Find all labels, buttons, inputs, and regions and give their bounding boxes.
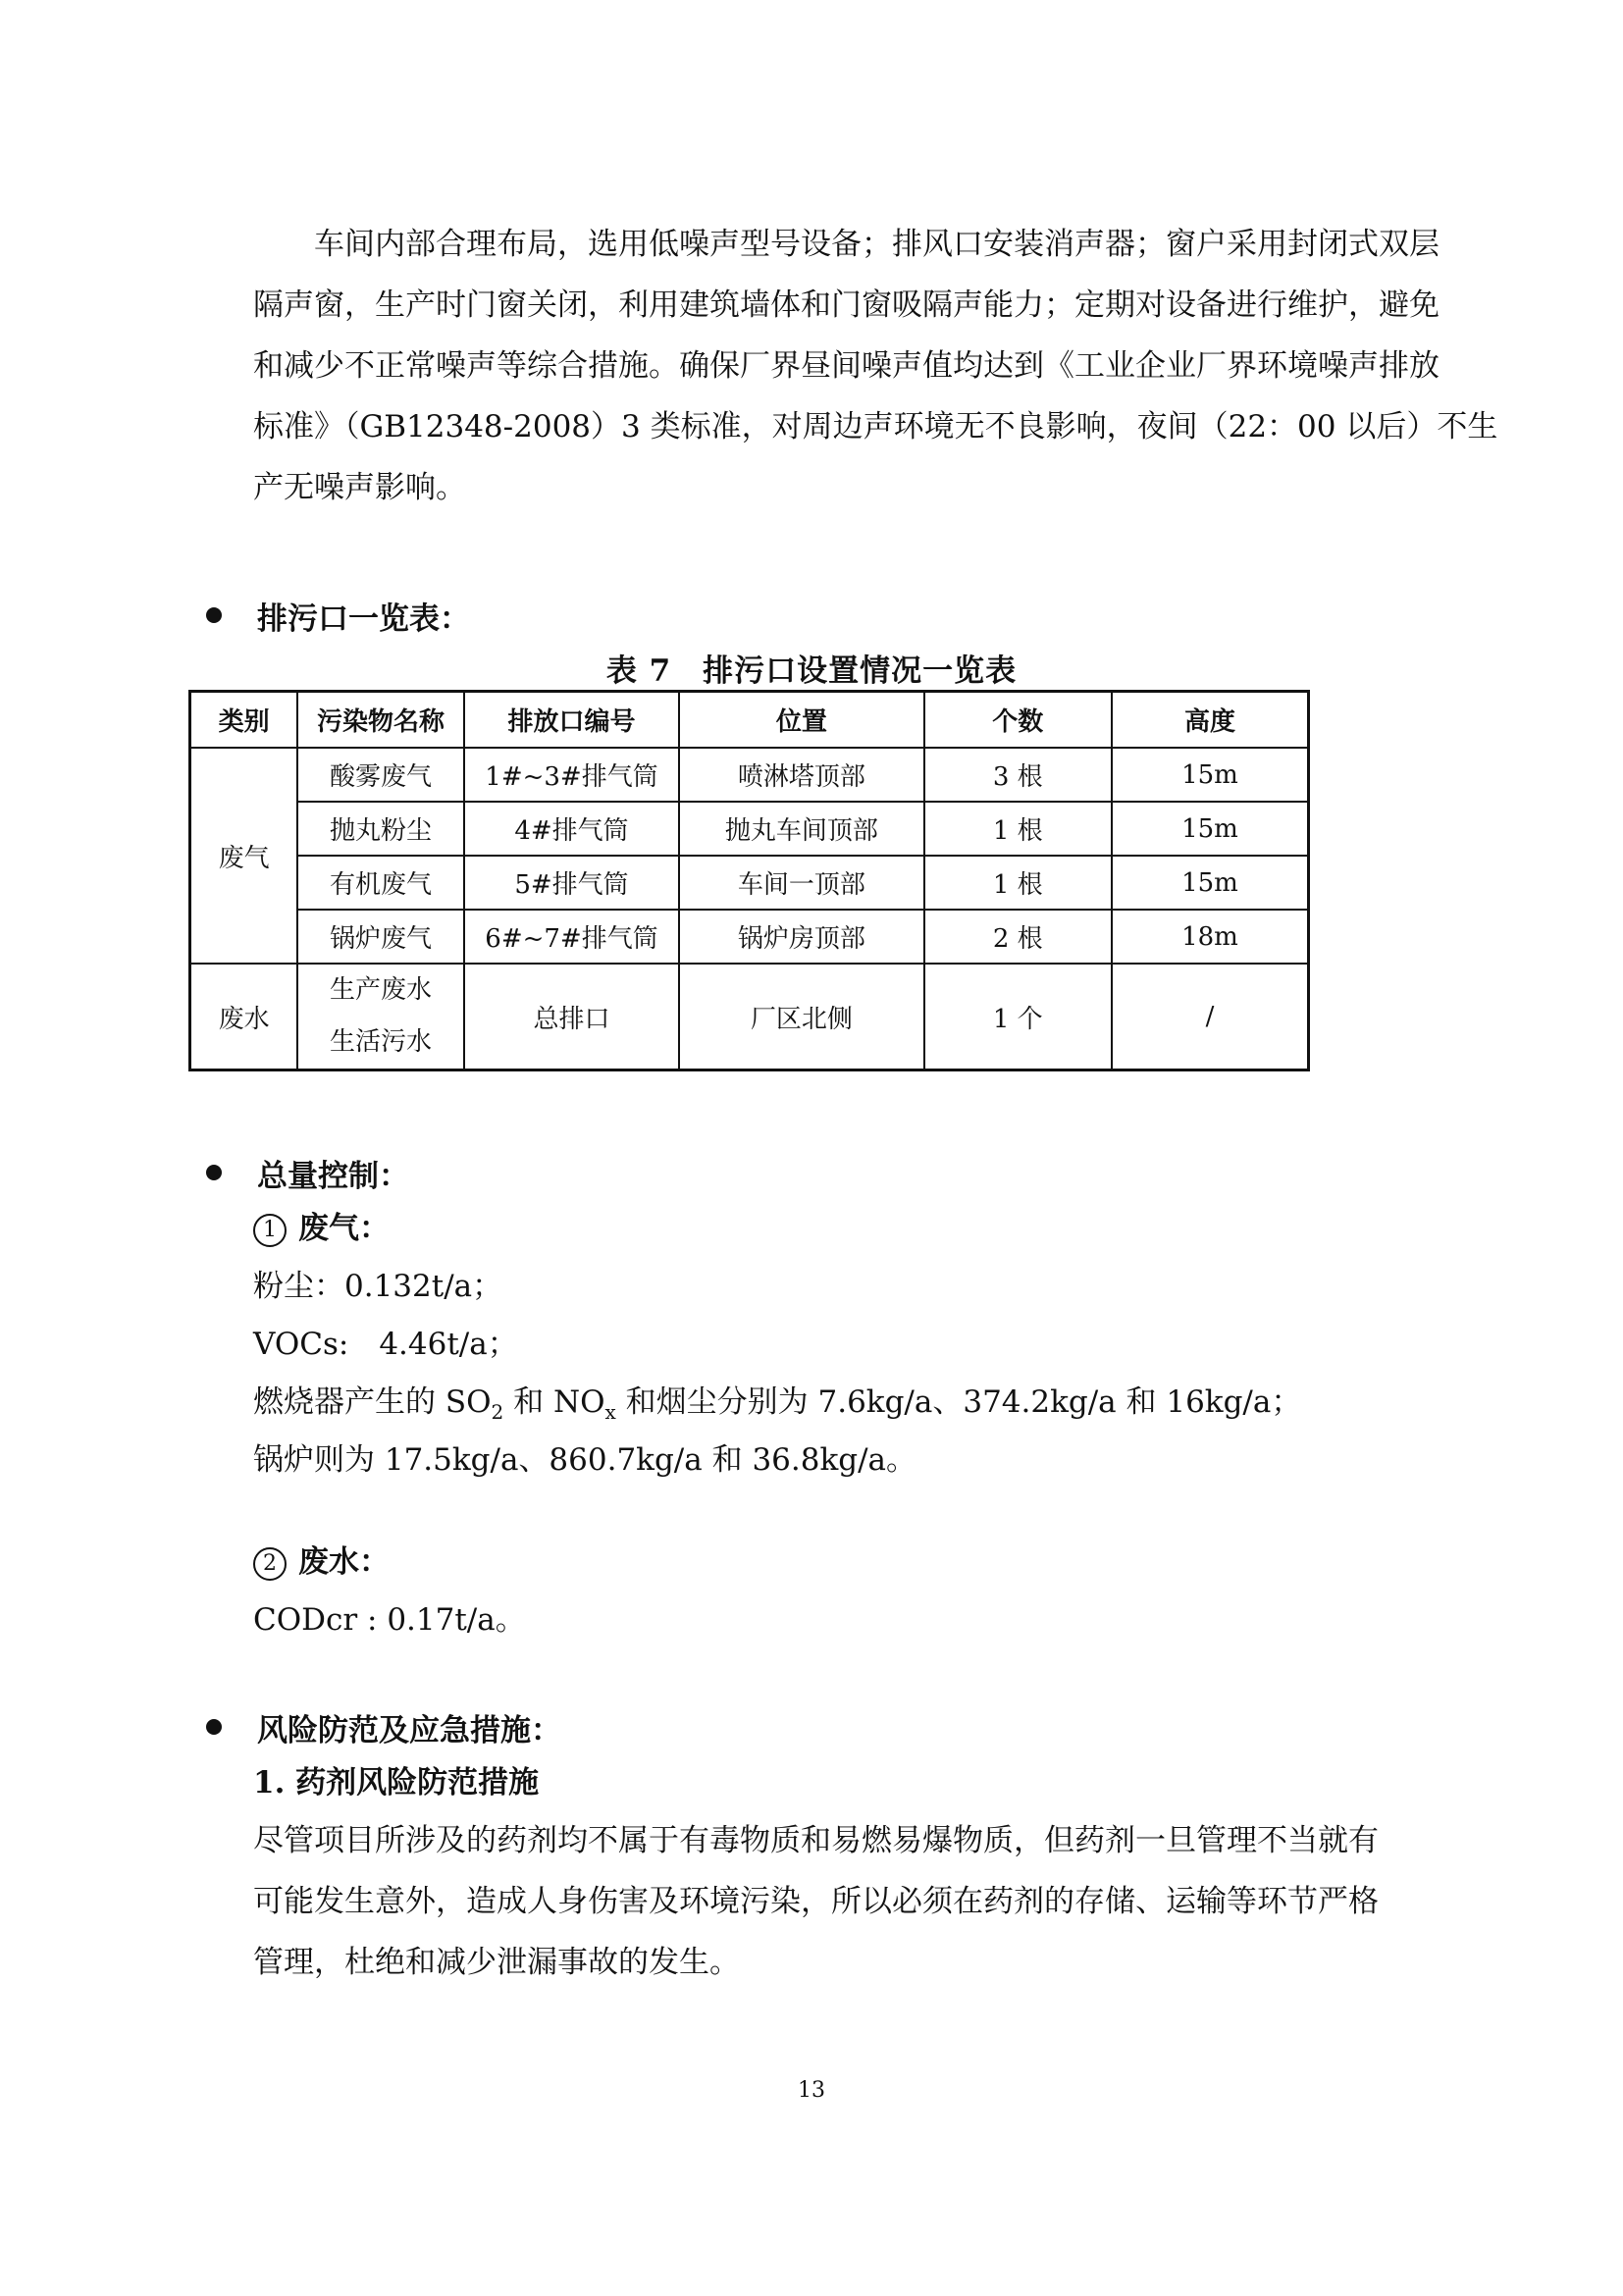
gas-title: 废气： — [298, 1211, 390, 1246]
so2-subscript: 2 — [491, 1400, 504, 1425]
gas-subheading — [253, 1205, 390, 1252]
cod-line: CODcr : 0.17t/a。 — [253, 1602, 526, 1638]
height-cell: 15m — [1112, 856, 1309, 910]
pollutant-cell: 抛丸粉尘 — [297, 802, 464, 856]
circled-number-1: 1 — [253, 1214, 287, 1247]
pollutant-line: 生活污水 — [329, 1027, 432, 1057]
nox-subscript: x — [604, 1400, 616, 1425]
burner-text: 和烟尘分别为 7.6kg/a、374.2kg/a 和 16kg/a； — [615, 1384, 1302, 1420]
burner-text: 燃烧器产生的 SO — [253, 1384, 492, 1420]
table-row — [190, 856, 1309, 910]
category-cell: 废水 — [190, 964, 298, 1070]
count-cell: 2 根 — [924, 910, 1112, 964]
dust-line: 粉尘：0.132t/a； — [253, 1269, 503, 1304]
table-caption: 表 7 排污口设置情况一览表 — [605, 653, 1018, 689]
outlet-list-heading — [206, 592, 470, 639]
height-cell: 15m — [1112, 802, 1309, 856]
table-row — [190, 802, 1309, 856]
height-cell: 18m — [1112, 910, 1309, 964]
total-control-heading-text: 总量控制： — [257, 1158, 409, 1194]
location-cell: 抛丸车间顶部 — [679, 802, 923, 856]
total-control-heading — [206, 1149, 409, 1196]
outlet-cell: 6#~7#排气筒 — [464, 910, 680, 964]
count-cell: 1 个 — [924, 964, 1112, 1070]
paragraph-line: 可能发生意外，造成人身伤害及环境污染，所以必须在药剂的存储、运输等环节严格 — [253, 1884, 1379, 1919]
column-header: 排放口编号 — [464, 692, 680, 749]
outlet-cell: 总排口 — [464, 964, 680, 1070]
risk-subheading: 1. 药剂风险防范措施 — [253, 1765, 540, 1800]
paragraph-line: 和减少不正常噪声等综合措施。确保厂界昼间噪声值均达到《工业企业厂界环境噪声排放 — [253, 348, 1440, 384]
paragraph-line: 管理，杜绝和减少泄漏事故的发生。 — [253, 1945, 740, 1980]
location-cell: 车间一顶部 — [679, 856, 923, 910]
pollutant-cell: 锅炉废气 — [297, 910, 464, 964]
location-cell: 锅炉房顶部 — [679, 910, 923, 964]
table-row — [190, 964, 1309, 1070]
water-subheading — [253, 1539, 390, 1586]
risk-paragraph — [253, 1810, 1431, 1993]
paragraph-line: 车间内部合理布局，选用低噪声型号设备；排风口安装消声器；窗户采用封闭式双层 — [314, 227, 1440, 262]
height-cell: / — [1112, 964, 1309, 1070]
paragraph-line: 尽管项目所涉及的药剂均不属于有毒物质和易燃易爆物质，但药剂一旦管理不当就有 — [253, 1823, 1379, 1858]
paragraph-line: 隔声窗，生产时门窗关闭，利用建筑墙体和门窗吸隔声能力；定期对设备进行维护，避免 — [253, 287, 1440, 323]
outlet-table — [188, 690, 1310, 1071]
water-title: 废水： — [298, 1544, 390, 1580]
column-header: 污染物名称 — [297, 692, 464, 749]
pollutant-cell — [297, 964, 464, 1070]
height-cell: 15m — [1112, 748, 1309, 802]
risk-heading — [206, 1703, 561, 1750]
outlet-cell: 5#排气筒 — [464, 856, 680, 910]
outlet-cell: 1#~3#排气筒 — [464, 748, 680, 802]
column-header: 高度 — [1112, 692, 1309, 749]
outlet-list-heading-text: 排污口一览表： — [257, 600, 470, 637]
table-row — [190, 910, 1309, 964]
risk-heading-text: 风险防范及应急措施： — [257, 1712, 561, 1748]
bullet-icon — [206, 1719, 222, 1735]
pollutant-cell: 有机废气 — [297, 856, 464, 910]
boiler-emissions-line: 锅炉则为 17.5kg/a、860.7kg/a 和 36.8kg/a。 — [253, 1442, 917, 1478]
bullet-icon — [206, 1165, 222, 1180]
vocs-line: VOCs: 4.46t/a； — [253, 1327, 518, 1362]
column-header: 位置 — [679, 692, 923, 749]
count-cell: 1 根 — [924, 802, 1112, 856]
page-number: 13 — [798, 2078, 825, 2103]
column-header: 类别 — [190, 692, 298, 749]
table-header-row — [190, 692, 1309, 749]
table-row — [190, 748, 1309, 802]
count-cell: 3 根 — [924, 748, 1112, 802]
burner-emissions-line — [253, 1379, 1301, 1426]
pollutant-line: 生产废水 — [329, 975, 432, 1005]
noise-measures-paragraph — [253, 214, 1498, 518]
paragraph-line: 标准》（GB12348-2008）3 类标准，对周边声环境无不良影响，夜间（22：00 以后）不生 — [253, 409, 1498, 444]
outlet-cell: 4#排气筒 — [464, 802, 680, 856]
count-cell: 1 根 — [924, 856, 1112, 910]
pollutant-cell: 酸雾废气 — [297, 748, 464, 802]
bullet-icon — [206, 607, 222, 623]
circled-number-2: 2 — [253, 1547, 287, 1581]
burner-text: 和 NO — [503, 1384, 605, 1420]
category-cell: 废气 — [190, 748, 298, 964]
column-header: 个数 — [924, 692, 1112, 749]
location-cell: 喷淋塔顶部 — [679, 748, 923, 802]
location-cell: 厂区北侧 — [679, 964, 923, 1070]
paragraph-line: 产无噪声影响。 — [253, 470, 466, 505]
